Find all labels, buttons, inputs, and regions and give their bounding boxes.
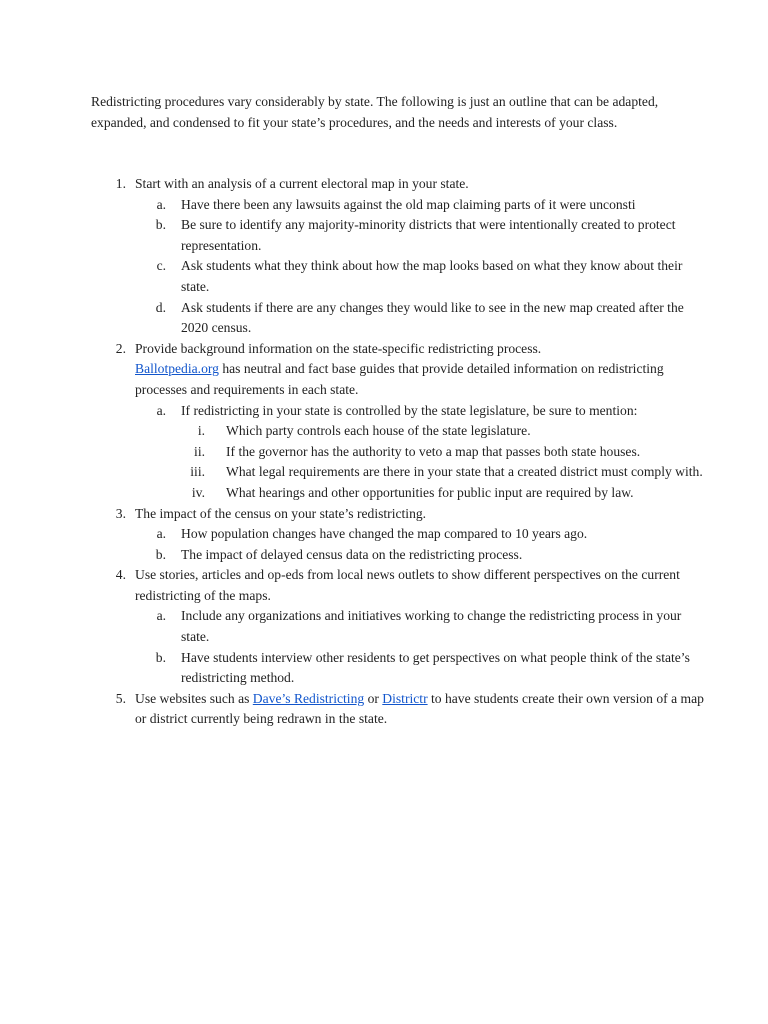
sub-sub-list-item-text: If the governor has the authority to veto a map that passes both state houses. [226,443,641,459]
sub-sub-list [91,421,711,503]
sub-list-marker: b. [155,217,166,233]
sub-list [91,524,711,565]
roman-marker: i. [197,423,205,439]
roman-marker: iv. [191,484,205,500]
list-item [91,174,711,339]
sub-list-marker: a. [156,402,166,418]
list-marker: 1. [115,176,126,191]
list-item-text: Use stories, articles and op-eds from local news outlets to show different perspectives on the current redistricting of the maps. [135,567,680,603]
sub-list-marker: b. [155,546,166,562]
sub-list-item [91,606,711,647]
outline-list [91,174,711,730]
list-item-text-continued: has neutral and fact base guides that provide detailed information on redistricting processes and requirements in each state. [135,361,664,397]
sub-list-item-text: The impact of delayed census data on the redistricting process. [181,546,523,562]
sub-list-marker: a. [156,526,166,542]
sub-sub-list-item-text: What hearings and other opportunities for public input are required by law. [226,484,634,500]
list-item-text-mid: or [364,690,383,706]
sub-list-item-text: How population changes have changed the map compared to 10 years ago. [181,526,588,542]
list-item-text: Provide background information on the state-specific redistricting process. [135,340,542,356]
list-item [91,339,711,504]
sub-list-item-text: Ask students if there are any changes they would like to see in the new map created after the 2020 census. [181,299,684,336]
districtr-link[interactable]: Districtr [382,690,428,706]
sub-list [91,401,711,504]
sub-list-marker: c. [156,258,166,274]
sub-sub-list-item-text: Which party controls each house of the state legislature. [226,423,531,439]
roman-marker: ii. [194,443,205,459]
sub-list-item [91,648,711,689]
sub-list-item-text: Have there been any lawsuits against the old map claiming parts of it were unconsti [181,196,636,212]
list-item-text: Start with an analysis of a current electoral map in your state. [135,176,469,191]
list-item [91,504,711,566]
sub-sub-list-item-text: What legal requirements are there in your state that a created district must comply with. [226,464,703,480]
sub-list-item-text: Have students interview other residents to get perspectives on what people think of the state’s redistricting method. [181,649,690,686]
sub-list-marker: b. [155,649,166,665]
sub-sub-list-item [91,462,711,483]
sub-list-item-text: Be sure to identify any majority-minority districts that were intentionally created to protect representation. [181,217,676,253]
daves-redistricting-link[interactable]: Dave’s Redistricting [252,690,365,706]
sub-list [91,606,711,688]
sub-list-marker: a. [156,196,166,212]
sub-sub-list-item [91,421,711,442]
sub-list-item [91,215,711,256]
sub-sub-list-item [91,483,711,504]
list-marker: 3. [115,505,126,521]
roman-marker: iii. [190,464,205,480]
sub-sub-list-item [91,442,711,463]
sub-list-item [91,195,711,216]
sub-list-item [91,524,711,545]
list-item-text: Use websites such as [135,690,253,706]
sub-list-item [91,545,711,566]
sub-list-item-text: Include any organizations and initiatives working to change the redistricting process in your state. [181,608,682,645]
sub-list-item [91,401,711,504]
sub-list [91,195,711,339]
sub-list-marker: d. [155,299,166,315]
list-marker: 4. [115,567,126,583]
sub-list-item-text: Ask students what they think about how the map looks based on what they know about their state. [181,258,683,294]
list-marker: 5. [115,690,126,706]
sub-list-item [91,256,711,297]
list-item [91,689,711,730]
list-item [91,565,711,689]
sub-list-item-text: If redistricting in your state is controlled by the state legislature, be sure to mention: [181,402,638,418]
list-item-text-continued: to have students create their own version of a map or district currently being redrawn in the state. [135,690,704,727]
sub-list-item [91,298,711,339]
intro-paragraph: Redistricting procedures vary considerably by state. The following is just an outline that can be adapted, expanded, and condensed to fit your state’s procedures, and the needs and interests of your class. [91,94,659,130]
ballotpedia-link[interactable]: Ballotpedia.org [135,361,219,377]
list-item-text: The impact of the census on your state’s redistricting. [135,505,427,521]
list-marker: 2. [115,340,126,356]
sub-list-marker: a. [156,608,166,624]
